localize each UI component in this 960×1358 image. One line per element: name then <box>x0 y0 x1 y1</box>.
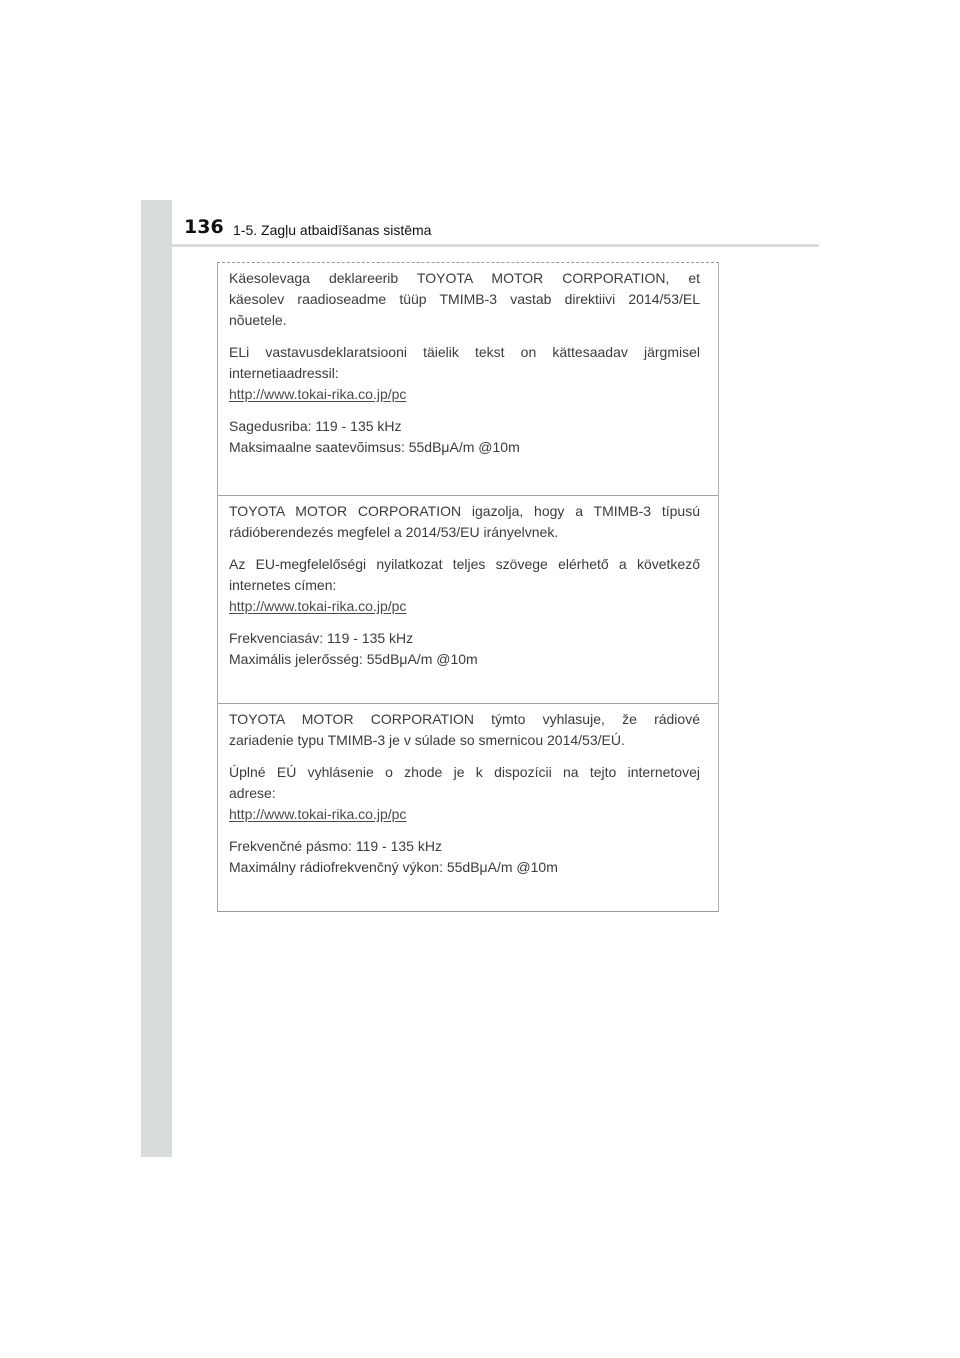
availability-line: internetes címen: <box>229 577 337 593</box>
page-number: 136 <box>184 216 224 238</box>
declaration-link[interactable]: http://www.tokai-rika.co.jp/pc <box>229 386 407 402</box>
statement-line: Käesolevaga deklareerib TOYOTA MOTOR CORPORATION, et <box>229 270 700 286</box>
statement-line: rádióberendezés megfelel a 2014/53/EU irányelvnek. <box>229 524 559 540</box>
declaration-link[interactable]: http://www.tokai-rika.co.jp/pc <box>229 598 407 614</box>
power-text: Maksimaalne saatevõimsus: 55dBμA/m @10m <box>229 439 520 455</box>
availability-line: ELi vastavusdeklaratsiooni täielik tekst on kättesaadav järgmisel <box>229 344 700 360</box>
statement-line: zariadenie typu TMIMB-3 je v súlade so smernicou 2014/53/EÚ. <box>229 732 625 748</box>
section-title: 1-5. Zagļu atbaidīšanas sistēma <box>233 222 432 238</box>
availability-line: Az EU-megfelelőségi nyilatkozat teljes szövege elérhető a következő <box>229 556 700 572</box>
declaration-estonian <box>218 268 718 458</box>
availability-line: adrese: <box>229 785 276 801</box>
declaration-hungarian <box>218 495 718 670</box>
header-rule <box>172 244 819 247</box>
declaration-box <box>217 262 719 912</box>
statement-line: nõuetele. <box>229 312 287 328</box>
availability-line: Úplné EÚ vyhlásenie o zhode je k dispozícii na tejto internetovej <box>229 764 700 780</box>
frequency-text: Sagedusriba: 119 - 135 kHz <box>229 418 402 434</box>
frequency-text: Frekvenčné pásmo: 119 - 135 kHz <box>229 838 442 854</box>
power-text: Maximális jelerősség: 55dBμA/m @10m <box>229 651 478 667</box>
statement-line: TOYOTA MOTOR CORPORATION igazolja, hogy a TMIMB-3 típusú <box>229 503 700 519</box>
frequency-text: Frekvenciasáv: 119 - 135 kHz <box>229 630 414 646</box>
statement-line: TOYOTA MOTOR CORPORATION týmto vyhlasuje, že rádiové <box>229 711 700 727</box>
declaration-slovak <box>218 703 718 878</box>
power-text: Maximálny rádiofrekvenčný výkon: 55dBμA/m @10m <box>229 859 558 875</box>
statement-line: käesolev raadioseadme tüüp TMIMB-3 vastab direktiivi 2014/53/EL <box>229 291 700 307</box>
availability-line: internetiaadressil: <box>229 365 339 381</box>
declaration-link[interactable]: http://www.tokai-rika.co.jp/pc <box>229 806 407 822</box>
side-tab-strip <box>141 200 172 1157</box>
